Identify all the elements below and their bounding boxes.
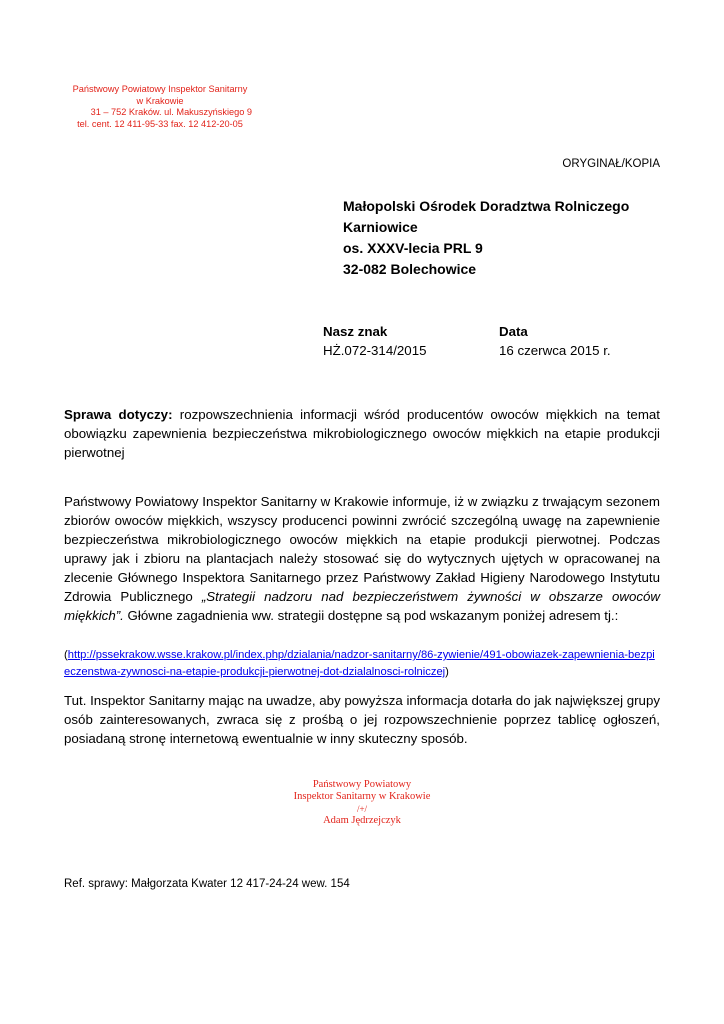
closing-paragraph: Tut. Inspektor Sanitarny mając na uwadze, aby powyższa informacja dotarła do jak największej grupy osób zainteresowanych, zwraca się z prośbą o jej rozpowszechnienie poprzez tablicę ogłoszeń, posiadaną stronę internetową ewentualnie w inny skuteczny sposób. [64,693,660,746]
recipient-line-1: Małopolski Ośrodek Doradztwa Rolniczego [343,198,630,214]
strategy-title: „Strategii nadzoru nad bezpieczeństwem żywności w obszarze owoców miękkich”. [64,589,660,623]
signature-line-1: Państwowy Powiatowy [312,779,412,790]
our-reference [323,322,427,360]
date-label: Data [499,324,528,339]
recipient-line-4: 32-082 Bolechowice [343,261,477,277]
signature-line-3: /+/ [356,804,368,814]
body-text-part-1: Państwowy Powiatowy Inspektor Sanitarny w Krakowie informuje, iż w związku z trwającym sezonem zbiorów owoców miękkich, wszyscy producenci powinni zwrócić szczególną uwagę na zapewnienie bezpieczeństwa mikrobiologicznego owoców miękkich na etapie produkcji pierwotnej. Podczas uprawy jak i zbioru na plantacjach należy stosować się do wytycznych ujętych w opracowanej na zlecenie Głównego Inspektora Sanitarnego przez Państwowy Zakład Higieny Narodowego Instytutu Zdrowia Publicznego [64,494,660,604]
signature-stamp [262,779,462,827]
recipient-address [343,196,629,280]
link-close-paren: ) [445,666,449,678]
signature-name: Adam Jędrzejczyk [323,815,401,826]
sender-line-2: w Krakowie [136,95,184,106]
sender-line-1: Państwowy Powiatowy Inspektor Sanitarny [72,84,248,94]
body-text-part-2: Główne zagadnienia ww. strategii dostępne są pod wskazanym poniżej adresem tj.: [123,608,619,623]
body-paragraph-1 [64,492,660,625]
signature-line-2: Inspektor Sanitarny w Krakowie [293,791,431,802]
link-paragraph [64,647,660,681]
recipient-line-3: os. XXXV-lecia PRL 9 [343,240,483,256]
our-reference-label: Nasz znak [323,324,388,339]
case-reference-footer: Ref. sprawy: Małgorzata Kwater 12 417-24-24 wew. 154 [64,878,350,890]
date-value: 16 czerwca 2015 r. [499,343,611,358]
subject-paragraph [64,405,660,462]
link-open-paren: ( [64,649,68,661]
sender-letterhead [60,84,260,130]
subject-text: rozpowszechnienia informacji wśród producentów owoców miękkich na temat obowiązku zapewnienia bezpieczeństwa mikrobiologicznego owoców miękkich na etapie produkcji pierwotnej [64,407,660,460]
sender-address: 31 – 752 Kraków. ul. Makuszyńskiego 9 [90,107,252,117]
strategy-link[interactable]: http://pssekrakow.wsse.krakow.pl/index.php/dzialania/nadzor-sanitarny/86-zywienie/491-obowiazek-zapewnienia-bezpieczenstwa-zywnosci-na-etapie-produkcji-pierwotnej-dot-dzialalnosci-rolniczej [64,649,655,678]
recipient-line-2: Karniowice [343,219,418,235]
sender-phone-fax: tel. cent. 12 411-95-33 fax. 12 412-20-05 [77,118,243,129]
original-copy-label: ORYGINAŁ/KOPIA [562,158,660,170]
subject-label: Sprawa dotyczy: [64,407,173,422]
letter-date [499,322,611,360]
our-reference-value: HŻ.072-314/2015 [323,343,427,358]
